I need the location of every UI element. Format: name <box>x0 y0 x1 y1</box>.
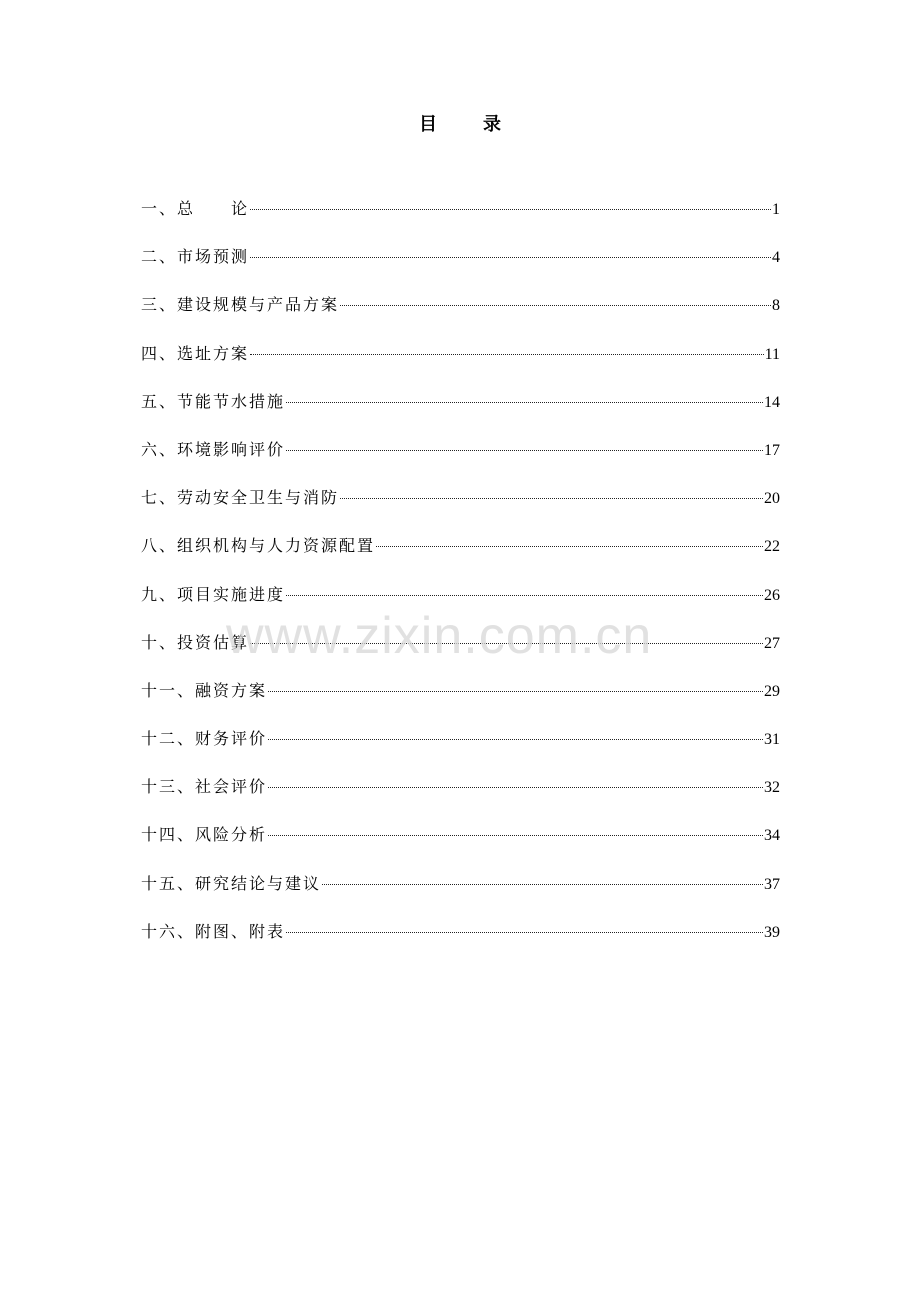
toc-entry-page: 39 <box>764 923 780 941</box>
dot-leader <box>268 835 763 836</box>
toc-entry[interactable] <box>141 919 780 967</box>
toc-entry-page: 31 <box>764 731 780 749</box>
toc-entry-page: 17 <box>764 441 780 459</box>
toc-entry-page: 34 <box>764 827 780 845</box>
toc-entry[interactable] <box>141 341 780 389</box>
dot-leader <box>286 932 763 933</box>
toc-entry-label: 十六、附图、附表 <box>141 921 286 941</box>
toc-entry-page: 27 <box>764 634 780 652</box>
toc-entry[interactable] <box>141 822 780 870</box>
toc-entry[interactable] <box>141 196 780 244</box>
toc-entry[interactable] <box>141 533 780 581</box>
toc-entry-label: 九、项目实施进度 <box>141 584 286 604</box>
toc-entry[interactable] <box>141 437 780 485</box>
toc-entry-label: 十四、风险分析 <box>141 825 268 845</box>
toc-title-char-2: 录 <box>483 114 501 135</box>
toc-entry-page: 8 <box>772 297 780 315</box>
toc-entry-page: 4 <box>772 249 780 267</box>
dot-leader <box>250 209 771 210</box>
watermark: www.zixin.com.cn <box>226 607 653 665</box>
toc-entry[interactable] <box>141 244 780 292</box>
dot-leader <box>286 595 763 596</box>
dot-leader <box>322 884 763 885</box>
dot-leader <box>250 354 764 355</box>
toc-entry-label: 七、劳动安全卫生与消防 <box>141 488 340 508</box>
toc-entry-page: 11 <box>764 345 780 363</box>
dot-leader <box>340 498 763 499</box>
dot-leader <box>268 739 763 740</box>
dot-leader <box>250 643 763 644</box>
toc-entry-label: 一、总 论 <box>141 199 250 218</box>
toc-entry[interactable] <box>141 389 780 437</box>
toc-entry-page: 20 <box>764 490 780 508</box>
toc-entry-label: 十三、社会评价 <box>141 777 268 797</box>
toc-entry[interactable] <box>141 871 780 919</box>
toc-entry-page: 1 <box>772 201 780 218</box>
toc-entry-page: 32 <box>764 779 780 797</box>
dot-leader <box>376 546 763 547</box>
toc-entry-label: 十二、财务评价 <box>141 729 268 749</box>
toc-entry-label: 六、环境影响评价 <box>141 439 286 459</box>
toc-entry-page: 29 <box>764 682 780 700</box>
toc-entry-label: 三、建设规模与产品方案 <box>141 295 340 315</box>
dot-leader <box>250 257 771 258</box>
toc-entry[interactable] <box>141 485 780 533</box>
toc-entry-label: 十、投资估算 <box>141 632 250 652</box>
toc-entry-label: 十一、融资方案 <box>141 680 268 700</box>
toc-entry-label: 八、组织机构与人力资源配置 <box>141 536 376 556</box>
toc-title-char-1: 目 <box>419 114 437 135</box>
dot-leader <box>286 402 763 403</box>
toc-entry-label: 二、市场预测 <box>141 247 250 267</box>
toc-entry[interactable] <box>141 726 780 774</box>
dot-leader <box>268 787 763 788</box>
toc-entry-label: 十五、研究结论与建议 <box>141 873 322 893</box>
toc-entry-page: 26 <box>764 586 780 604</box>
toc-entry-page: 14 <box>764 393 780 411</box>
toc-entry[interactable] <box>141 292 780 340</box>
toc-entry[interactable] <box>141 678 780 726</box>
table-of-contents <box>141 196 780 967</box>
toc-entry-label: 四、选址方案 <box>141 343 250 363</box>
toc-entry-page: 37 <box>764 875 780 893</box>
toc-entry[interactable] <box>141 582 780 630</box>
toc-entry-label: 五、节能节水措施 <box>141 391 286 411</box>
toc-entry[interactable] <box>141 630 780 678</box>
dot-leader <box>340 305 771 306</box>
dot-leader <box>286 450 763 451</box>
toc-entry[interactable] <box>141 774 780 822</box>
toc-entry-page: 22 <box>764 538 780 556</box>
dot-leader <box>268 691 763 692</box>
toc-title <box>0 110 920 136</box>
